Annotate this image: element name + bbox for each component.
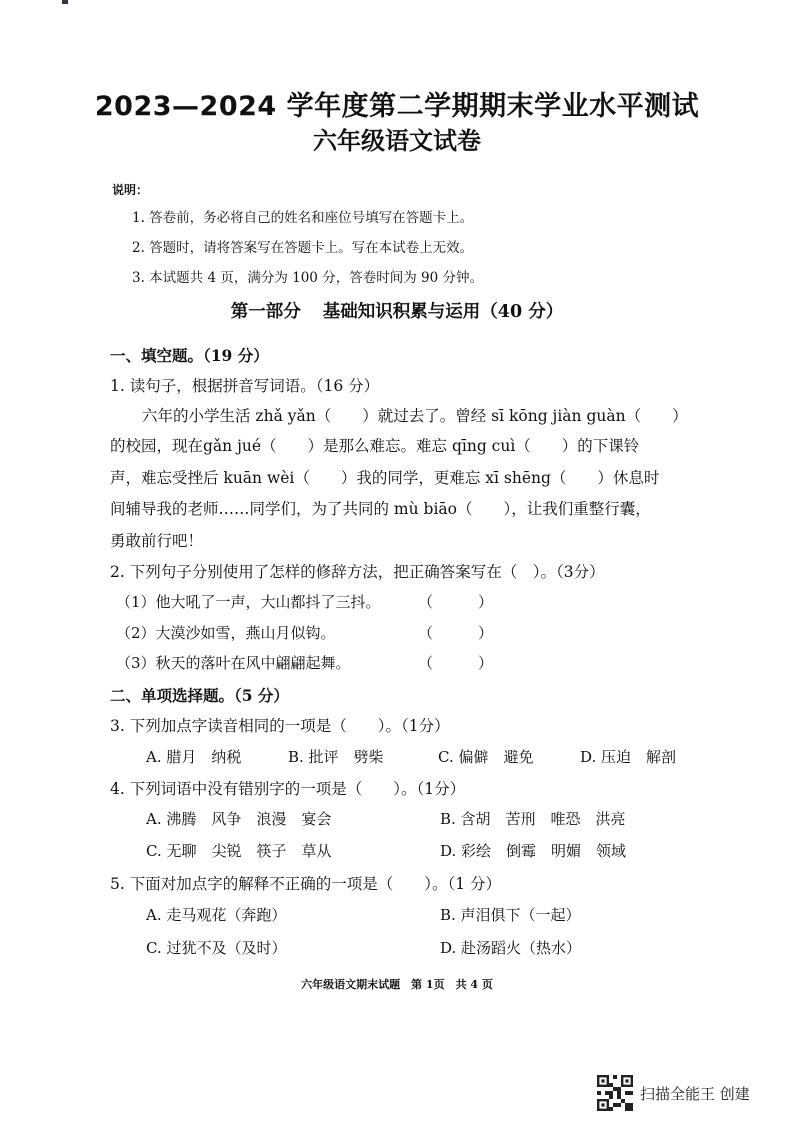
question-1-stem: 1. 读句子，根据拼音写词语。（16 分） — [110, 377, 380, 395]
question-3-stem: 3. 下列加点字读音相同的一项是（ ）。（1分） — [110, 717, 450, 735]
question-5-option: C. 过犹不及（及时） — [146, 939, 287, 957]
instructions-label: 说明： — [112, 183, 149, 197]
question-4-option: B. 含胡 苦刑 唯恐 洪亮 — [440, 810, 626, 828]
answer-blank: （ ） — [418, 624, 494, 642]
question-2-stem: 2. 下列句子分别使用了怎样的修辞方法，把正确答案写在（ ）。（3分） — [110, 563, 605, 581]
question-3-option: D. 压迫 解剖 — [580, 748, 677, 766]
question-1-line: 六年的小学生活 zhǎ yǎn（ ）就过去了。曾经 sī kōng jiàn guàn（ ） — [142, 407, 688, 425]
part-title: 基础知识积累与运用（40 分） — [322, 302, 564, 322]
answer-blank: （ ） — [418, 654, 494, 672]
instruction-item: 1. 答卷前，务必将自己的姓名和座位号填写在答题卡上。 — [132, 210, 474, 226]
section-heading-multiple-choice: 二、单项选择题。（5 分） — [110, 686, 289, 705]
question-3-option: B. 批评 劈柴 — [288, 748, 384, 766]
question-4-option: A. 沸腾 风争 浪漫 宴会 — [146, 810, 332, 828]
scanner-watermark: 扫描全能王 创建 — [640, 1085, 750, 1103]
instruction-item: 3. 本试题共 4 页，满分为 100 分，答卷时间为 90 分钟。 — [132, 270, 483, 286]
question-2-item: （1）他大吼了一声，大山都抖了三抖。 — [116, 593, 381, 611]
question-2-item: （3）秋天的落叶在风中翩翩起舞。 — [116, 654, 351, 672]
scan-corner-mark — [62, 0, 68, 4]
question-1-line: 的校园，现在gǎn jué（ ）是那么难忘。难忘 qīng cuì（ ）的下课铃 — [110, 437, 640, 455]
question-4-option: C. 无聊 尖锐 筷子 草从 — [146, 842, 332, 860]
answer-blank: （ ） — [418, 593, 494, 611]
question-5-option: D. 赴汤蹈火（热水） — [440, 939, 582, 957]
qr-code-icon — [597, 1075, 633, 1111]
section-heading-fill-in: 一、填空题。（19 分） — [110, 346, 269, 365]
question-3-option: C. 偏僻 避免 — [438, 748, 534, 766]
exam-title: 2023—2024 学年度第二学期期末学业水平测试 — [94, 91, 700, 122]
question-5-option: B. 声泪俱下（一起） — [440, 906, 581, 924]
question-4-option: D. 彩绘 倒霉 明媚 领域 — [440, 842, 627, 860]
instruction-item: 2. 答题时，请将答案写在答题卡上。写在本试卷上无效。 — [132, 240, 474, 256]
question-5-stem: 5. 下面对加点字的解释不正确的一项是（ ）。（1 分） — [110, 875, 502, 893]
page-footer: 六年级语文期末试题 第 1页 共 4 页 — [301, 978, 493, 991]
part-heading — [0, 298, 794, 323]
exam-subtitle: 六年级语文试卷 — [313, 127, 481, 155]
question-1-line: 勇敢前行吧！ — [110, 532, 204, 550]
part-name: 第一部分 — [230, 302, 301, 322]
question-4-stem: 4. 下列词语中没有错别字的一项是（ ）。（1分） — [110, 780, 466, 798]
question-5-option: A. 走马观花（奔跑） — [146, 906, 287, 924]
question-1-line: 声，难忘受挫后 kuān wèi（ ）我的同学，更难忘 xī shēng（ ）休息时 — [110, 469, 660, 487]
question-2-item: （2）大漠沙如雪，燕山月似钩。 — [116, 624, 336, 642]
question-1-line: 间辅导我的老师……同学们，为了共同的 mù biāo（ ），让我们重整行囊， — [110, 500, 651, 518]
question-3-option: A. 腊月 纳税 — [146, 748, 242, 766]
